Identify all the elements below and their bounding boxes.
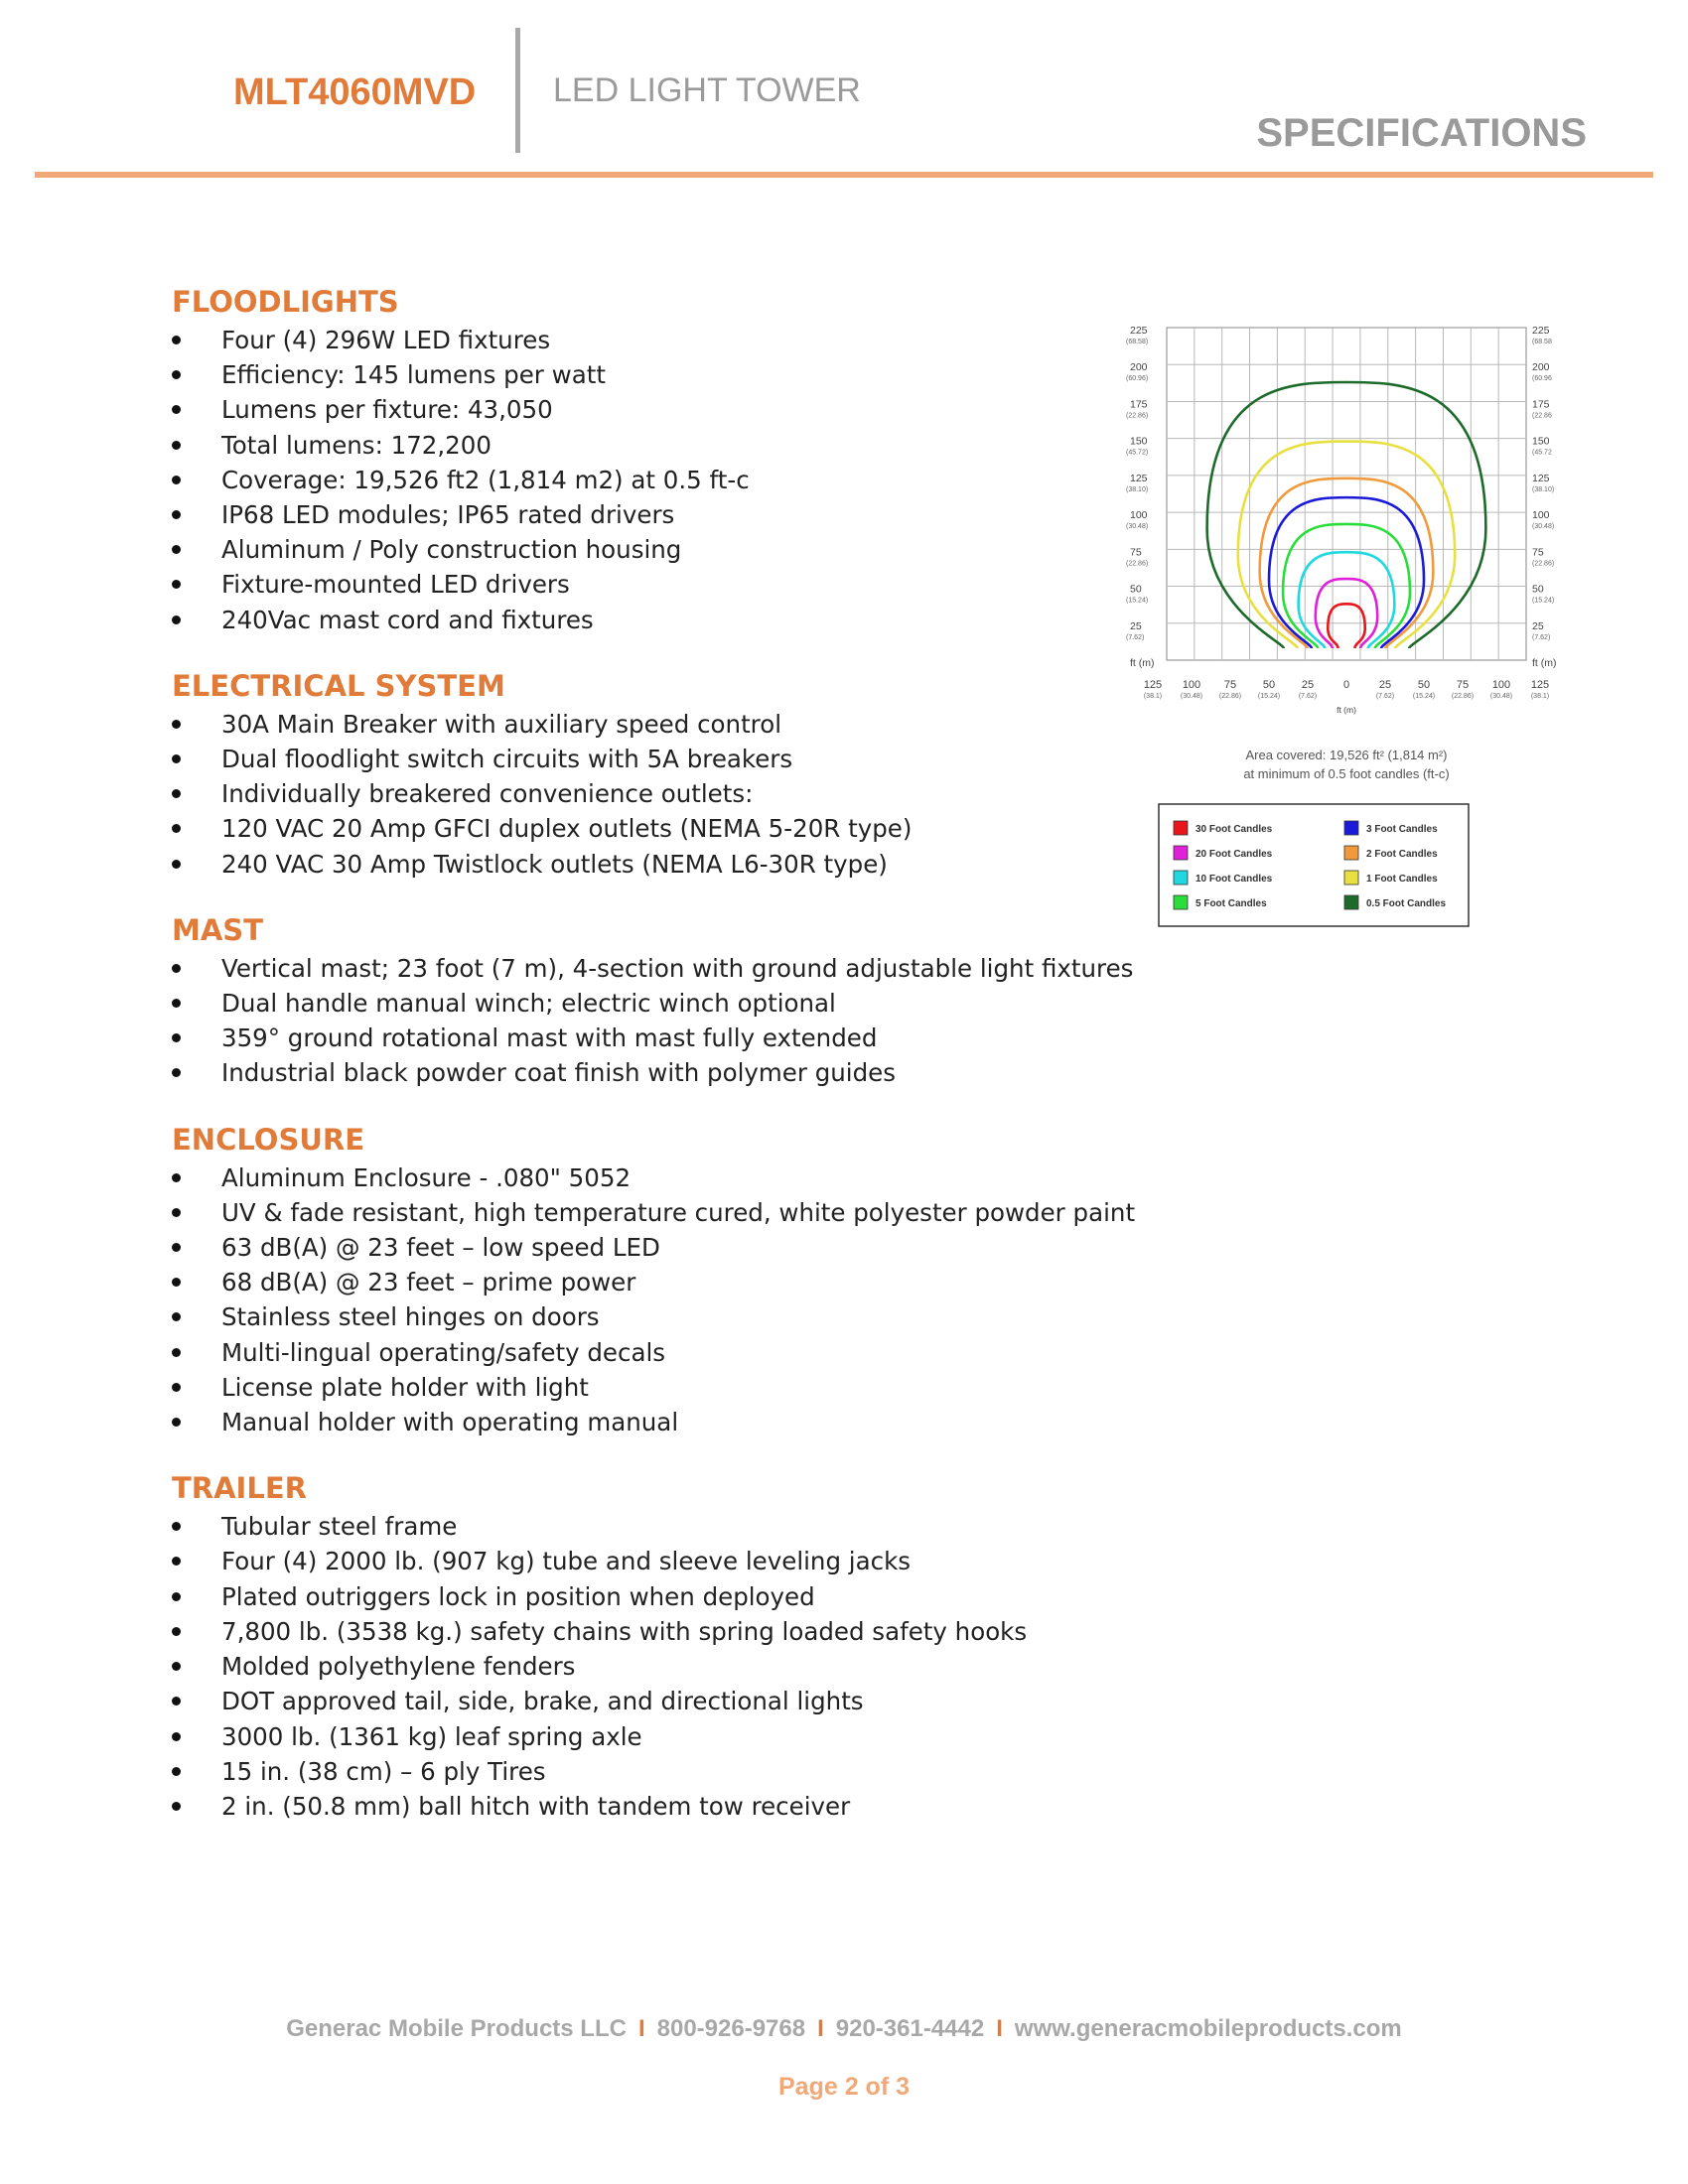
doc-type-title: SPECIFICATIONS bbox=[1256, 111, 1587, 155]
y-tick-label-left: ft (m) bbox=[1130, 657, 1155, 669]
legend-label: 5 Foot Candles bbox=[1196, 898, 1267, 909]
y-tick-label-right: 200 bbox=[1532, 361, 1550, 374]
contour-30-foot-candles bbox=[1328, 604, 1364, 648]
legend-label: 2 Foot Candles bbox=[1366, 849, 1438, 860]
x-tick-label: 75 bbox=[1223, 679, 1237, 691]
legend-label: 3 Foot Candles bbox=[1366, 824, 1438, 835]
bullet-item: Aluminum Enclosure - .080" 5052 bbox=[172, 1160, 1065, 1195]
legend-swatch bbox=[1174, 871, 1188, 885]
y-tick-sublabel-right: (68.58 bbox=[1532, 339, 1552, 345]
footer-separator: I bbox=[637, 2015, 645, 2042]
bullet-item: 15 in. (38 cm) – 6 ply Tires bbox=[172, 1754, 1065, 1789]
x-tick-sublabel: (22.86) bbox=[1451, 693, 1475, 700]
bullet-item: Efficiency: 145 lumens per watt bbox=[172, 357, 1065, 392]
footer-phone-1: 800-926-9768 bbox=[656, 2015, 806, 2042]
x-tick-label: 75 bbox=[1456, 679, 1470, 691]
y-tick-sublabel-left: (45.72) bbox=[1126, 449, 1149, 457]
spec-section-electrical-system bbox=[172, 667, 1065, 882]
area-note-line-1: Area covered: 19,526 ft² (1,814 m²) bbox=[1245, 748, 1448, 762]
contour-0-5-foot-candles bbox=[1207, 382, 1486, 648]
y-tick-label-right: 225 bbox=[1532, 325, 1550, 337]
legend-label: 20 Foot Candles bbox=[1196, 849, 1273, 860]
bullet-item: Individually breakered convenience outlets: bbox=[172, 776, 1065, 811]
section-heading: ENCLOSURE bbox=[172, 1122, 365, 1157]
y-tick-label-right: 125 bbox=[1532, 472, 1550, 484]
y-tick-sublabel-left: (30.48) bbox=[1126, 523, 1149, 531]
legend-swatch bbox=[1174, 846, 1188, 860]
bullet-list bbox=[172, 1509, 1065, 1824]
bullet-item: Total lumens: 172,200 bbox=[172, 428, 1065, 463]
bullet-item: License plate holder with light bbox=[172, 1370, 1065, 1405]
y-tick-sublabel-right: (45.72 bbox=[1532, 449, 1552, 457]
y-tick-sublabel-right: (60.96 bbox=[1532, 375, 1552, 383]
y-tick-sublabel-left: (22.86) bbox=[1126, 560, 1149, 568]
bullet-item: 63 dB(A) @ 23 feet – low speed LED bbox=[172, 1230, 1065, 1265]
legend-label: 1 Foot Candles bbox=[1366, 874, 1438, 885]
bullet-list bbox=[172, 1160, 1136, 1440]
y-tick-sublabel-left: (60.96) bbox=[1126, 375, 1149, 383]
y-tick-label-left: 25 bbox=[1130, 619, 1142, 632]
legend-swatch bbox=[1174, 821, 1188, 835]
bullet-item: Coverage: 19,526 ft2 (1,814 m2) at 0.5 ft-c bbox=[172, 463, 1065, 497]
x-tick-label: 125 bbox=[1530, 679, 1550, 691]
bullet-item: Plated outriggers lock in position when deployed bbox=[172, 1579, 1065, 1614]
x-tick-sublabel: (7.62) bbox=[1298, 693, 1318, 700]
photometric-chart-svg bbox=[1082, 303, 1579, 938]
y-tick-label-left: 225 bbox=[1130, 325, 1148, 337]
y-tick-label-right: ft (m) bbox=[1532, 657, 1557, 669]
x-tick-label: 25 bbox=[1378, 679, 1392, 691]
section-heading: FLOODLIGHTS bbox=[172, 285, 399, 319]
legend-swatch bbox=[1174, 895, 1188, 909]
bullet-item: Four (4) 296W LED fixtures bbox=[172, 323, 1065, 357]
bullet-item: 7,800 lb. (3538 kg.) safety chains with spring loaded safety hooks bbox=[172, 1614, 1065, 1649]
legend-swatch bbox=[1344, 871, 1358, 885]
bullet-list bbox=[172, 951, 1134, 1091]
y-tick-label-right: 175 bbox=[1532, 398, 1550, 411]
area-note-line-2: at minimum of 0.5 foot candles (ft-c) bbox=[1243, 766, 1450, 781]
bullet-item: Multi-lingual operating/safety decals bbox=[172, 1335, 1065, 1370]
bullet-item: Fixture-mounted LED drivers bbox=[172, 567, 1065, 602]
x-tick-label: 50 bbox=[1417, 679, 1431, 691]
y-tick-label-right: 150 bbox=[1532, 435, 1550, 448]
x-tick-label: 25 bbox=[1301, 679, 1315, 691]
bullet-item: 240Vac mast cord and fixtures bbox=[172, 603, 1065, 637]
x-axis-label: ft (m) bbox=[1336, 705, 1356, 715]
bullet-item: 30A Main Breaker with auxiliary speed control bbox=[172, 707, 1065, 742]
model-name: MLT4060MVD bbox=[233, 71, 477, 113]
bullet-item: DOT approved tail, side, brake, and directional lights bbox=[172, 1684, 1065, 1718]
legend-label: 10 Foot Candles bbox=[1196, 874, 1273, 885]
photometric-chart bbox=[1082, 303, 1579, 938]
y-tick-label-left: 175 bbox=[1130, 398, 1148, 411]
bullet-item: Aluminum / Poly construction housing bbox=[172, 532, 1065, 567]
x-tick-sublabel: (7.62) bbox=[1375, 693, 1395, 700]
page-number: Page 2 of 3 bbox=[778, 2073, 910, 2101]
legend-swatch bbox=[1344, 821, 1358, 835]
x-tick-sublabel: (38.1) bbox=[1530, 693, 1550, 700]
footer-separator: I bbox=[817, 2015, 824, 2042]
y-tick-label-right: 100 bbox=[1532, 509, 1550, 522]
bullet-item: 240 VAC 30 Amp Twistlock outlets (NEMA L6-30R type) bbox=[172, 847, 1065, 882]
bullet-item: Molded polyethylene fenders bbox=[172, 1649, 1065, 1684]
legend-swatch bbox=[1344, 895, 1358, 909]
y-tick-label-right: 25 bbox=[1532, 619, 1544, 632]
bullet-item: Stainless steel hinges on doors bbox=[172, 1299, 1065, 1334]
x-tick-sublabel: (15.24) bbox=[1412, 693, 1436, 700]
y-tick-sublabel-left: (15.24) bbox=[1126, 597, 1149, 605]
footer-separator: I bbox=[996, 2015, 1003, 2042]
bullet-item: Lumens per fixture: 43,050 bbox=[172, 392, 1065, 427]
y-tick-label-left: 150 bbox=[1130, 435, 1148, 448]
y-tick-sublabel-left: (38.10) bbox=[1126, 485, 1149, 493]
footer-company: Generac Mobile Products LLC bbox=[286, 2015, 627, 2042]
x-tick-label: 100 bbox=[1491, 679, 1511, 691]
y-tick-label-left: 125 bbox=[1130, 472, 1148, 484]
y-tick-sublabel-right: (7.62) bbox=[1532, 633, 1551, 641]
bullet-item: Vertical mast; 23 foot (7 m), 4-section with ground adjustable light fixtures bbox=[172, 951, 1065, 986]
section-heading: TRAILER bbox=[172, 1471, 307, 1506]
spec-section-floodlights bbox=[172, 283, 1065, 637]
y-tick-sublabel-right: (30.48) bbox=[1532, 523, 1555, 531]
legend-label: 30 Foot Candles bbox=[1196, 824, 1273, 835]
x-tick-label: 50 bbox=[1262, 679, 1276, 691]
grid-frame bbox=[1167, 328, 1526, 660]
x-tick-sublabel: (30.48) bbox=[1180, 693, 1203, 700]
y-tick-sublabel-left: (7.62) bbox=[1126, 633, 1145, 641]
x-tick-label: 125 bbox=[1143, 679, 1163, 691]
bullet-item: UV & fade resistant, high temperature cured, white polyester powder paint bbox=[172, 1195, 1065, 1230]
x-tick-sublabel: (38.1) bbox=[1143, 693, 1163, 700]
y-tick-sublabel-left: (68.58) bbox=[1126, 339, 1149, 345]
y-tick-label-right: 50 bbox=[1532, 583, 1544, 596]
bullet-item: Dual handle manual winch; electric winch optional bbox=[172, 986, 1065, 1021]
x-tick-sublabel: (22.86) bbox=[1218, 693, 1242, 700]
y-tick-label-right: 75 bbox=[1532, 546, 1544, 559]
bullet-list bbox=[172, 323, 1065, 637]
bullet-item: 359° ground rotational mast with mast fully extended bbox=[172, 1021, 1065, 1055]
y-tick-sublabel-right: (15.24) bbox=[1532, 597, 1555, 605]
y-tick-label-left: 200 bbox=[1130, 361, 1148, 374]
spec-section-trailer bbox=[172, 1469, 1065, 1824]
bullet-item: 2 in. (50.8 mm) ball hitch with tandem tow receiver bbox=[172, 1789, 1065, 1824]
section-heading: ELECTRICAL SYSTEM bbox=[172, 668, 505, 703]
footer-website[interactable]: www.generacmobileproducts.com bbox=[1014, 2015, 1402, 2042]
legend-swatch bbox=[1344, 846, 1358, 860]
x-tick-sublabel: (30.48) bbox=[1489, 693, 1513, 700]
y-tick-sublabel-right: (38.10) bbox=[1532, 485, 1555, 493]
x-tick-label: 100 bbox=[1182, 679, 1201, 691]
y-tick-label-left: 100 bbox=[1130, 509, 1148, 522]
x-tick-label: 0 bbox=[1342, 679, 1350, 691]
contour-10-foot-candles bbox=[1299, 552, 1395, 648]
spec-section-enclosure bbox=[172, 1121, 1136, 1440]
y-tick-sublabel-right: (22.86 bbox=[1532, 412, 1552, 420]
contour-1-foot-candles bbox=[1238, 442, 1455, 648]
spec-section-mast bbox=[172, 911, 1134, 1091]
bullet-list bbox=[172, 707, 1065, 882]
bullet-item: 68 dB(A) @ 23 feet – prime power bbox=[172, 1265, 1065, 1299]
product-subtitle: LED LIGHT TOWER bbox=[553, 71, 861, 109]
y-tick-label-left: 50 bbox=[1130, 583, 1142, 596]
bullet-item: IP68 LED modules; IP65 rated drivers bbox=[172, 497, 1065, 532]
footer-contact bbox=[0, 2015, 1688, 2043]
y-tick-sublabel-right: (22.86) bbox=[1532, 560, 1555, 568]
contour-20-foot-candles bbox=[1316, 579, 1377, 648]
legend-label: 0.5 Foot Candles bbox=[1366, 898, 1447, 909]
section-heading: MAST bbox=[172, 912, 263, 947]
footer-phone-2: 920-361-4442 bbox=[835, 2015, 985, 2042]
y-tick-label-left: 75 bbox=[1130, 546, 1142, 559]
bullet-item: Four (4) 2000 lb. (907 kg) tube and sleeve leveling jacks bbox=[172, 1544, 1065, 1578]
bullet-item: Industrial black powder coat finish with polymer guides bbox=[172, 1055, 1065, 1090]
bullet-item: Tubular steel frame bbox=[172, 1509, 1065, 1544]
bullet-item: 120 VAC 20 Amp GFCI duplex outlets (NEMA 5-20R type) bbox=[172, 811, 1065, 846]
y-tick-sublabel-left: (22.86) bbox=[1126, 412, 1149, 420]
contour-3-foot-candles bbox=[1269, 497, 1424, 648]
header-divider bbox=[515, 28, 520, 153]
x-tick-sublabel: (15.24) bbox=[1257, 693, 1281, 700]
bullet-item: Dual floodlight switch circuits with 5A breakers bbox=[172, 742, 1065, 776]
bullet-item: Manual holder with operating manual bbox=[172, 1405, 1065, 1439]
header-rule bbox=[35, 172, 1653, 178]
bullet-item: 3000 lb. (1361 kg) leaf spring axle bbox=[172, 1719, 1065, 1754]
